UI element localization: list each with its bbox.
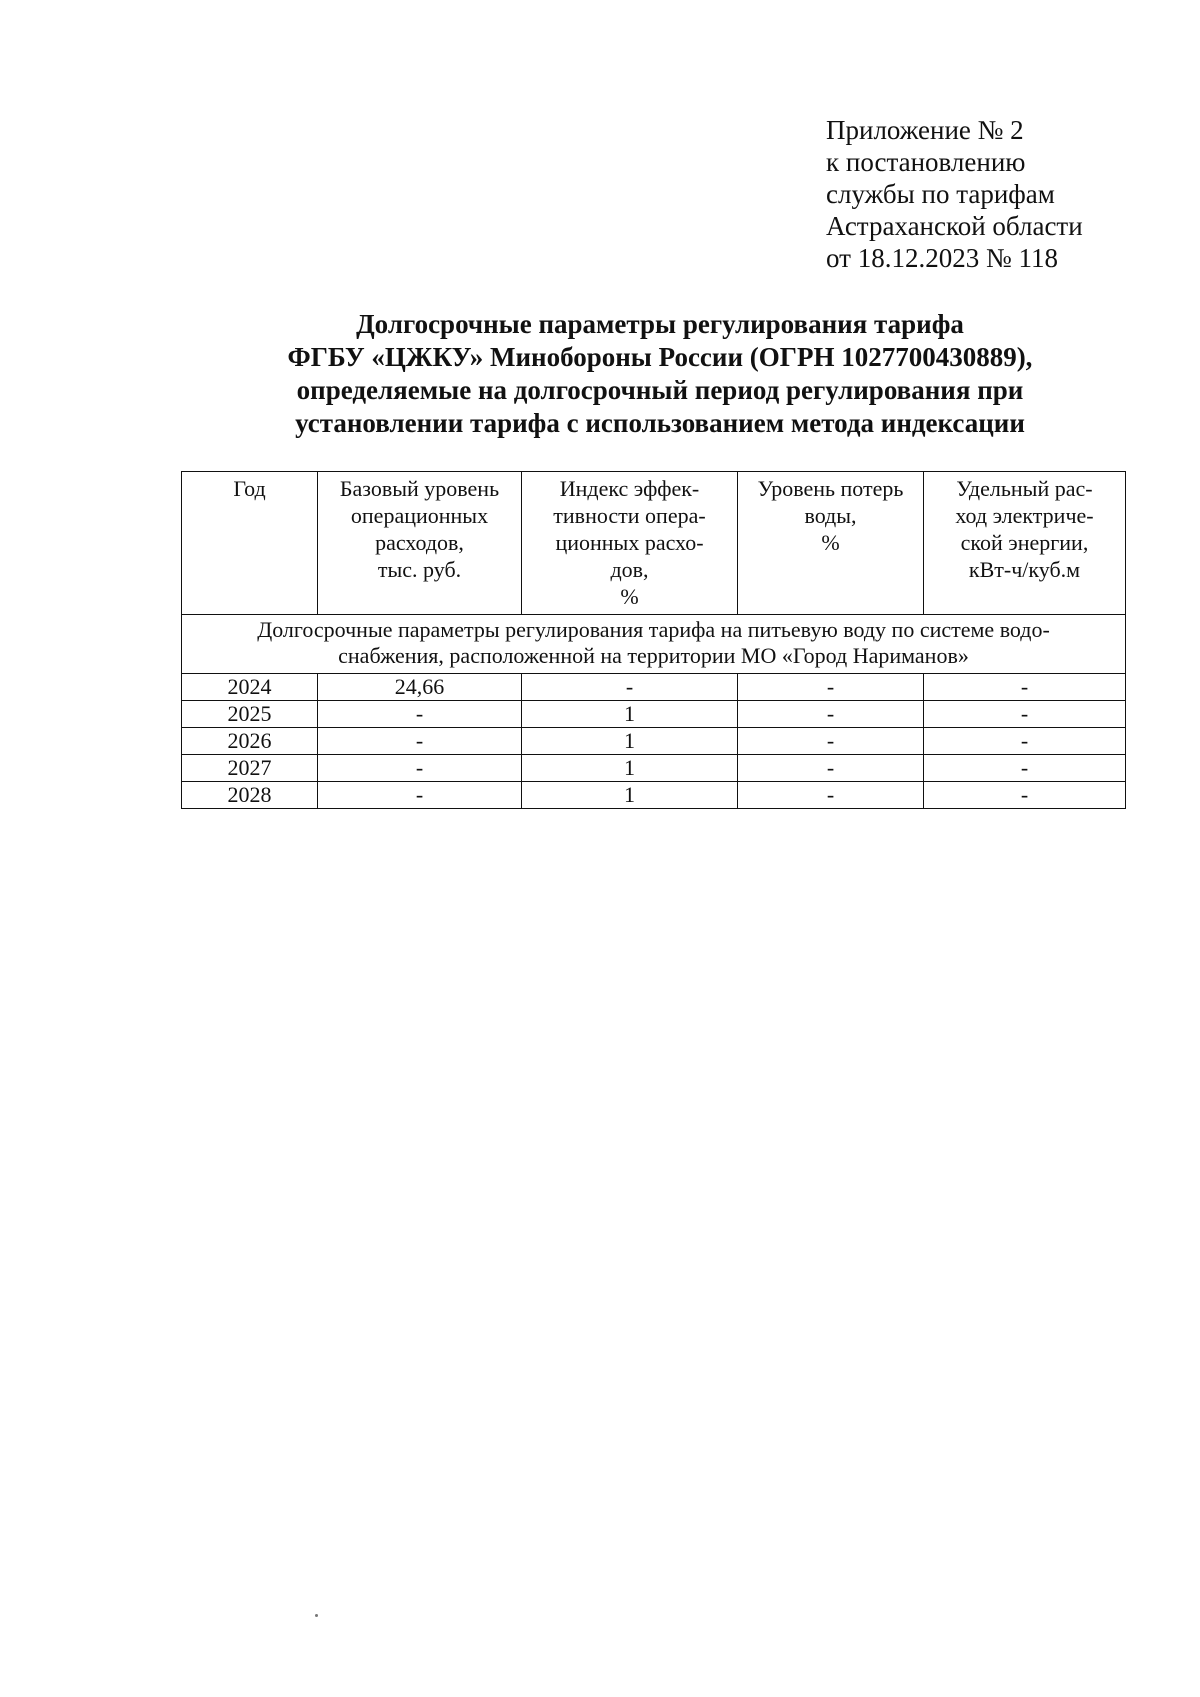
header-line: операционных xyxy=(350,503,489,528)
appendix-line: к постановлению xyxy=(826,147,1026,177)
cell-year: 2028 xyxy=(182,782,318,809)
cell-base-opex: - xyxy=(318,782,522,809)
document-title xyxy=(180,308,1140,440)
cell-water-loss: - xyxy=(738,728,924,755)
table-row xyxy=(182,782,1126,809)
cell-energy-consumption: - xyxy=(924,755,1126,782)
cell-efficiency-index: 1 xyxy=(522,728,738,755)
header-base-opex xyxy=(318,472,522,615)
cell-water-loss: - xyxy=(738,674,924,701)
section-line: Долгосрочные параметры регулирования тарифа на питьевую воду по системе водо- xyxy=(257,617,1050,642)
cell-base-opex: - xyxy=(318,728,522,755)
cell-water-loss: - xyxy=(738,782,924,809)
cell-efficiency-index: 1 xyxy=(522,755,738,782)
table-row xyxy=(182,674,1126,701)
header-line: Год xyxy=(233,476,266,501)
header-year xyxy=(182,472,318,615)
header-line: % xyxy=(620,584,639,609)
cell-year: 2025 xyxy=(182,701,318,728)
header-line: тыс. руб. xyxy=(377,557,462,582)
header-line: кВт-ч/куб.м xyxy=(968,557,1081,582)
header-row xyxy=(182,472,1126,615)
cell-year: 2026 xyxy=(182,728,318,755)
section-heading xyxy=(182,615,1126,674)
header-line: воды, xyxy=(804,503,857,528)
title-line: определяемые на долгосрочный период регулирования при xyxy=(296,375,1024,405)
cell-energy-consumption: - xyxy=(924,674,1126,701)
cell-year: 2024 xyxy=(182,674,318,701)
header-line: Уровень потерь xyxy=(757,476,904,501)
header-line: ционных расхо- xyxy=(555,530,704,555)
table-row xyxy=(182,728,1126,755)
header-water-loss xyxy=(738,472,924,615)
header-efficiency-index xyxy=(522,472,738,615)
title-line: ФГБУ «ЦЖКУ» Минобороны России (ОГРН 1027700430889), xyxy=(287,342,1033,372)
scan-artifact-dot xyxy=(315,1614,318,1617)
parameters-table xyxy=(181,471,1126,809)
cell-water-loss: - xyxy=(738,701,924,728)
table-row xyxy=(182,701,1126,728)
cell-efficiency-index: - xyxy=(522,674,738,701)
section-row xyxy=(182,615,1126,674)
header-line: тивности опера- xyxy=(553,503,706,528)
table-row xyxy=(182,755,1126,782)
appendix-line: Приложение № 2 xyxy=(826,115,1024,145)
cell-energy-consumption: - xyxy=(924,782,1126,809)
cell-base-opex: - xyxy=(318,755,522,782)
cell-water-loss: - xyxy=(738,755,924,782)
header-line: дов, xyxy=(610,557,649,582)
appendix-line: от 18.12.2023 № 118 xyxy=(826,243,1058,273)
title-line: установлении тарифа с использованием метода индексации xyxy=(295,408,1025,438)
header-energy-consumption xyxy=(924,472,1126,615)
appendix-line: службы по тарифам xyxy=(826,179,1055,209)
header-line: Индекс эффек- xyxy=(559,476,700,501)
header-line: Базовый уровень xyxy=(339,476,500,501)
appendix-line: Астраханской области xyxy=(826,211,1083,241)
header-line: расходов, xyxy=(375,530,464,555)
cell-base-opex: 24,66 xyxy=(318,674,522,701)
cell-efficiency-index: 1 xyxy=(522,782,738,809)
appendix-block xyxy=(826,114,1083,274)
header-line: Удельный рас- xyxy=(956,476,1093,501)
header-line: ход электриче- xyxy=(955,503,1094,528)
cell-year: 2027 xyxy=(182,755,318,782)
section-line: снабжения, расположенной на территории МО «Город Нариманов» xyxy=(338,643,969,668)
title-line: Долгосрочные параметры регулирования тарифа xyxy=(356,309,964,339)
cell-energy-consumption: - xyxy=(924,728,1126,755)
header-line: % xyxy=(821,530,840,555)
cell-efficiency-index: 1 xyxy=(522,701,738,728)
cell-energy-consumption: - xyxy=(924,701,1126,728)
cell-base-opex: - xyxy=(318,701,522,728)
header-line: ской энергии, xyxy=(960,530,1089,555)
